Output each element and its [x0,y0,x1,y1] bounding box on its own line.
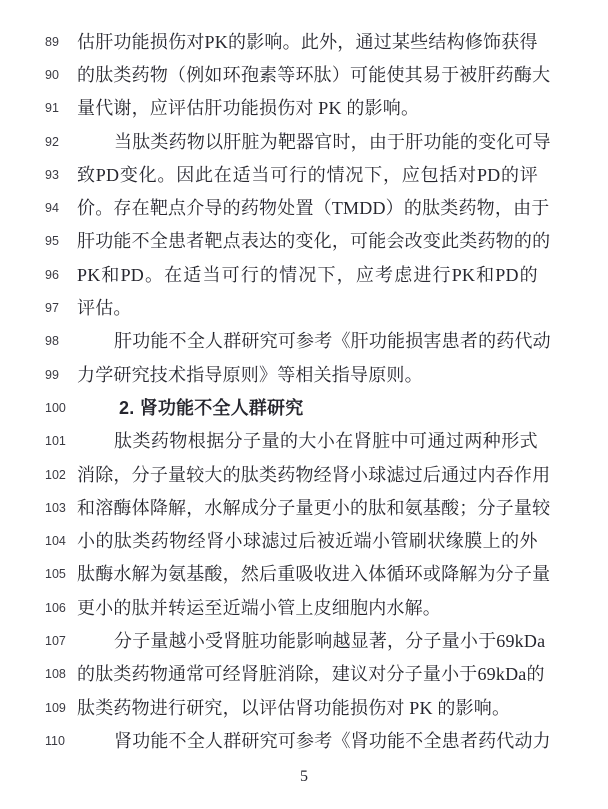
line-text: 致 PD 变 化 。 因 此 在 适 当 可 行 的 情 况 下 ， 应 包 括 对 PD 的 评 [77,164,538,185]
page-number: 5 [300,767,308,785]
document-line [0,225,608,258]
document-line [0,458,608,491]
document-line [0,391,608,424]
line-text: 的 肽 类 药 物 通 常 可 经 肾 脏 消 除 ， 建 议 对 分 子 量 小 于 69kDa 的 [77,664,545,685]
line-number: 108 [45,667,66,682]
line-text: 价 。 存 在 靶 点 介 导 的 药 物 处 置 （ TMDD ） 的 肽 类 药 物 ， 由 于 [77,198,550,219]
line-number: 106 [45,600,66,615]
document-line [0,158,608,191]
line-number: 98 [45,334,59,349]
line-number: 100 [45,400,66,415]
line-number: 110 [45,733,65,748]
line-text: 的 肽 类 药 物 （ 例 如 环 孢 素 等 环 肽 ） 可 能 使 其 易 于 被 肝 药 酶 大 [77,64,551,85]
line-text: 消 除 ， 分 子 量 较 大 的 肽 类 药 物 经 肾 小 球 滤 过 后 通 过 内 吞 作 用 [77,464,551,485]
line-text: 当 肽 类 药 物 以 肝 脏 为 靶 器 官 时 ， 由 于 肝 功 能 的 变 化 可 导 [114,131,551,152]
line-number: 109 [45,700,66,715]
document-line [0,258,608,291]
line-text: 肝 功 能 不 全 患 者 靶 点 表 达 的 变 化 ， 可 能 会 改 变 此 类 药 物 的 的 [77,231,551,252]
line-number: 90 [45,67,59,82]
document-line [0,524,608,557]
line-number: 105 [45,567,66,582]
line-number: 99 [45,367,59,382]
document-line [0,58,608,91]
line-number: 104 [45,534,66,549]
document-line [0,425,608,458]
line-number: 102 [45,467,66,482]
line-text: 肾 功 能 不 全 人 群 研 究 可 参 考 《 肾 功 能 不 全 患 者 药 代 动 力 [114,730,551,751]
line-text: 肽 酶 水 解 为 氨 基 酸 ， 然 后 重 吸 收 进 入 体 循 环 或 降 解 为 分 子 量 [77,564,551,585]
document-line [0,624,608,657]
document-line [0,558,608,591]
line-number: 95 [45,234,59,249]
document-line [0,491,608,524]
document-line [0,325,608,358]
line-number: 92 [45,134,59,149]
line-text: 更小的肽并转运至近端小管上皮细胞内水解。 [77,597,441,618]
line-text: 估 肝 功 能 损 伤 对 PK 的 影 响 。 此 外 ， 通 过 某 些 结 构 修 饰 获 得 [77,31,538,52]
line-text: 量代谢，应评估肝功能损伤对 PK 的影响。 [77,98,420,119]
line-number: 91 [45,101,59,116]
line-text: 肝 功 能 不 全 人 群 研 究 可 参 考 《 肝 功 能 损 害 患 者 的 药 代 动 [114,331,551,352]
line-text: 力学研究技术指导原则》等相关指导原则。 [77,364,423,385]
line-text: PK 和 PD 。 在 适 当 可 行 的 情 况 下 ， 应 考 虑 进 行 PK 和 PD 的 [77,264,538,285]
document-line [0,191,608,224]
line-number: 94 [45,201,59,216]
line-text: 小 的 肽 类 药 物 经 肾 小 球 滤 过 后 被 近 端 小 管 刷 状 缘 膜 上 的 外 [77,531,538,552]
line-number: 101 [45,434,66,449]
line-number: 97 [45,301,59,316]
line-text: 2. 肾功能不全人群研究 [119,397,304,418]
document-line [0,291,608,324]
line-number: 103 [45,500,66,515]
document-line [0,358,608,391]
line-number: 93 [45,167,59,182]
document-line [0,691,608,724]
document-line [0,591,608,624]
line-text: 和 溶 酶 体 降 解 ， 水 解 成 分 子 量 更 小 的 肽 和 氨 基 酸 ； 分 子 量 较 [77,497,551,518]
document-line [0,724,608,757]
document-line [0,658,608,691]
line-number: 96 [45,267,59,282]
line-number: 89 [45,34,59,49]
line-number: 107 [45,633,66,648]
line-text: 评估。 [77,298,132,319]
document-line [0,25,608,58]
line-text: 分 子 量 越 小 受 肾 脏 功 能 影 响 越 显 著 ， 分 子 量 小 于 69kDa [114,630,546,651]
document-line [0,92,608,125]
line-text: 肽 类 药 物 根 据 分 子 量 的 大 小 在 肾 脏 中 可 通 过 两 种 形 式 [114,431,538,452]
document-line [0,125,608,158]
line-text: 肽类药物进行研究，以评估肾功能损伤对 PK 的影响。 [77,697,511,718]
